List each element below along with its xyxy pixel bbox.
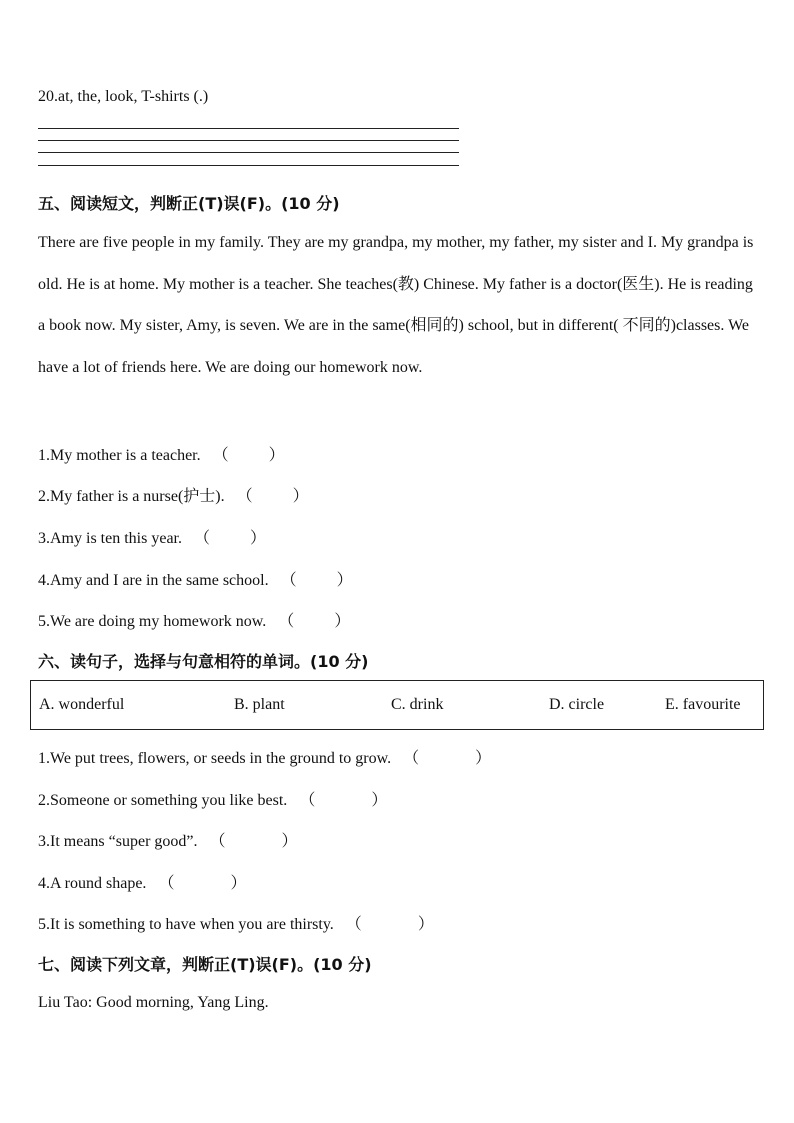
word-option: D. circle [549,696,605,713]
answer-line [38,152,459,153]
answer-blank: （ ） [403,750,492,767]
section-6-title: 六、读句子，选择与句意相符的单词。(10 分) [38,652,369,671]
question-item [38,870,246,893]
answer-blank: （ ） [193,530,267,547]
dialogue-line: Liu Tao: Good morning, Yang Ling. [38,994,269,1011]
reading-passage: There are five people in my family. They are my grandpa, my mother, my father, my sister and I. My grandpa is old. He is at home. My mother is a teacher. She teaches(教) Chinese. My father is a doctor(医生). He is reading a book now. My sister, Amy, is seven. We are in the same(相同的) school, but in different( 不同的)classes. We have a lot of friends here. We are doing our homework now. [38,234,754,376]
section-5-title: 五、阅读短文，判断正(T)误(F)。(10 分) [38,194,340,213]
answer-blank: （ ） [280,572,353,589]
answer-line [38,128,459,129]
question-text: 1.We put trees, flowers, or seeds in the ground to grow. [38,750,392,767]
question-item [38,745,491,768]
question-20: 20.at, the, look, T-shirts (.) [38,88,209,105]
answer-blank: （ ） [236,488,309,505]
answer-blank: （ ） [345,916,434,933]
question-item [38,911,434,934]
question-item [38,483,309,506]
question-item [38,567,353,590]
answer-line [38,140,459,141]
word-bank-box [30,680,764,730]
question-item [38,608,350,631]
word-option: C. drink [391,696,444,713]
question-text: 3.It means “super good”. [38,833,198,850]
question-text: 3.Amy is ten this year. [38,530,182,547]
word-option: E. favourite [665,696,741,713]
answer-blank: （ ） [209,833,298,850]
answer-blank: （ ） [278,613,351,630]
answer-line [38,165,459,166]
question-text: 4.Amy and I are in the same school. [38,572,269,589]
question-item [38,442,285,465]
question-text: 1.My mother is a teacher. [38,447,201,464]
question-text: 5.It is something to have when you are thirsty. [38,916,334,933]
question-text: 2.My father is a nurse(护士). [38,488,225,505]
section-7-title: 七、阅读下列文章，判断正(T)误(F)。(10 分) [38,955,372,974]
question-item [38,525,266,548]
answer-blank: （ ） [158,875,247,892]
word-option: B. plant [234,696,285,713]
answer-blank: （ ） [212,447,285,464]
question-item [38,828,298,851]
word-option: A. wonderful [39,696,125,713]
question-text: 5.We are doing my homework now. [38,613,267,630]
question-text: 4.A round shape. [38,875,147,892]
question-item [38,787,387,810]
answer-blank: （ ） [299,792,388,809]
question-text: 2.Someone or something you like best. [38,792,288,809]
